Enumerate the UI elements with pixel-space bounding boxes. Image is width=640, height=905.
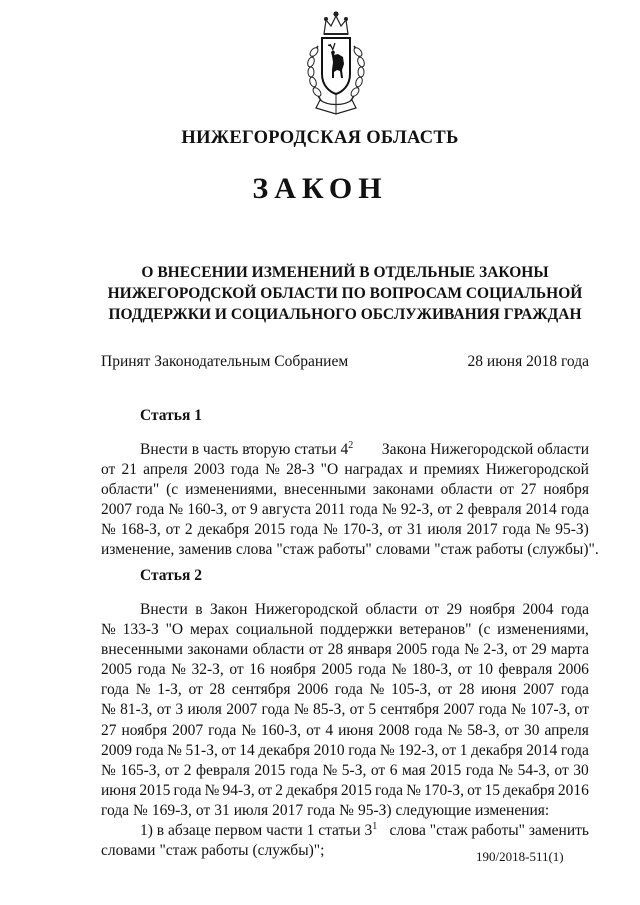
text-line: внесенными законами области от 28 января 2005 года № 2-З, от 29 марта bbox=[101, 641, 589, 659]
text-line: 2005 года № 32-З, от 16 ноября 2005 года № 180-З, от 10 февраля 2006 bbox=[101, 661, 589, 679]
text-line: № 133-З "О мерах социальной поддержки ветеранов" (с изменениями, bbox=[101, 621, 589, 639]
text-line: июня 2015 года № 94-З, от 2 декабря 2015 года № 170-З, от 15 декабря 2016 bbox=[101, 781, 589, 799]
text-line: изменение, заменив слова "стаж работы" словами "стаж работы (службы)". bbox=[101, 541, 599, 559]
text-line: Внести в часть вторую статьи $4^2$ Закона Нижегородской области bbox=[140, 440, 589, 458]
article-2-text bbox=[101, 600, 589, 861]
superscript: 1 bbox=[372, 821, 378, 833]
law-title-line: ПОДДЕРЖКИ И СОЦИАЛЬНОГО ОБСЛУЖИВАНИЯ ГРАЖДАН bbox=[108, 306, 582, 323]
article-1-heading: Статья 1 bbox=[140, 407, 202, 424]
coat-of-arms-icon bbox=[298, 10, 374, 118]
text-line: 2009 года № 51-З, от 14 декабря 2010 года № 192-З, от 1 декабря 2014 года bbox=[101, 741, 589, 759]
text-line: 27 ноября 2007 года № 160-З, от 4 июня 2008 года № 58-З, от 30 апреля bbox=[101, 721, 589, 739]
law-title-line: О ВНЕСЕНИИ ИЗМЕНЕНИЙ В ОТДЕЛЬНЫЕ ЗАКОНЫ bbox=[141, 264, 549, 281]
text-line: области" (с изменениями, внесенными законами области от 27 ноября bbox=[101, 481, 589, 499]
text-line: 2007 года № 160-З, от 9 августа 2011 года № 92-З, от 2 февраля 2014 года bbox=[101, 501, 589, 519]
registration-number: 190/2018-511(1) bbox=[476, 849, 564, 864]
text-line: 1) в абзаце первом части 1 статьи $3^1$ слова "стаж работы" заменить bbox=[140, 821, 589, 840]
text-line: № 81-З, от 3 июля 2007 года № 85-З, от 5 сентября 2007 года № 107-З, от bbox=[101, 701, 589, 719]
text-line: года № 1-З, от 28 сентября 2006 года № 105-З, от 28 июня 2007 года bbox=[101, 681, 589, 699]
text-line: от 21 апреля 2003 года № 28-З "О наградах и премиях Нижегородской bbox=[101, 461, 589, 479]
text-line: года № 169-З, от 31 июля 2017 года № 95-З) следующие изменения: bbox=[101, 801, 550, 819]
text-line: № 165-З, от 2 февраля 2015 года № 5-З, от 6 мая 2015 года № 54-З, от 30 bbox=[101, 761, 589, 779]
text-line: словами "стаж работы (службы)"; bbox=[101, 842, 325, 860]
law-title-line: НИЖЕГОРОДСКОЙ ОБЛАСТИ ПО ВОПРОСАМ СОЦИАЛЬНОЙ bbox=[107, 285, 583, 302]
document-type: ЗАКОН bbox=[252, 172, 388, 205]
adoption-line bbox=[101, 353, 589, 371]
law-title bbox=[100, 262, 590, 325]
adoption-date: 28 июня 2018 года bbox=[467, 353, 589, 370]
text-line: № 168-З, от 2 декабря 2015 года № 170-З, от 31 июля 2017 года № 95-З) bbox=[101, 521, 589, 539]
superscript: 2 bbox=[348, 440, 354, 451]
article-1-text bbox=[101, 440, 599, 561]
adopting-body: Принят Законодательным Собранием bbox=[101, 353, 349, 370]
text-line: Внести в Закон Нижегородской области от 29 ноября 2004 года bbox=[140, 601, 589, 618]
article-2-heading: Статья 2 bbox=[140, 567, 202, 584]
region-name: НИЖЕГОРОДСКАЯ ОБЛАСТЬ bbox=[181, 128, 459, 148]
